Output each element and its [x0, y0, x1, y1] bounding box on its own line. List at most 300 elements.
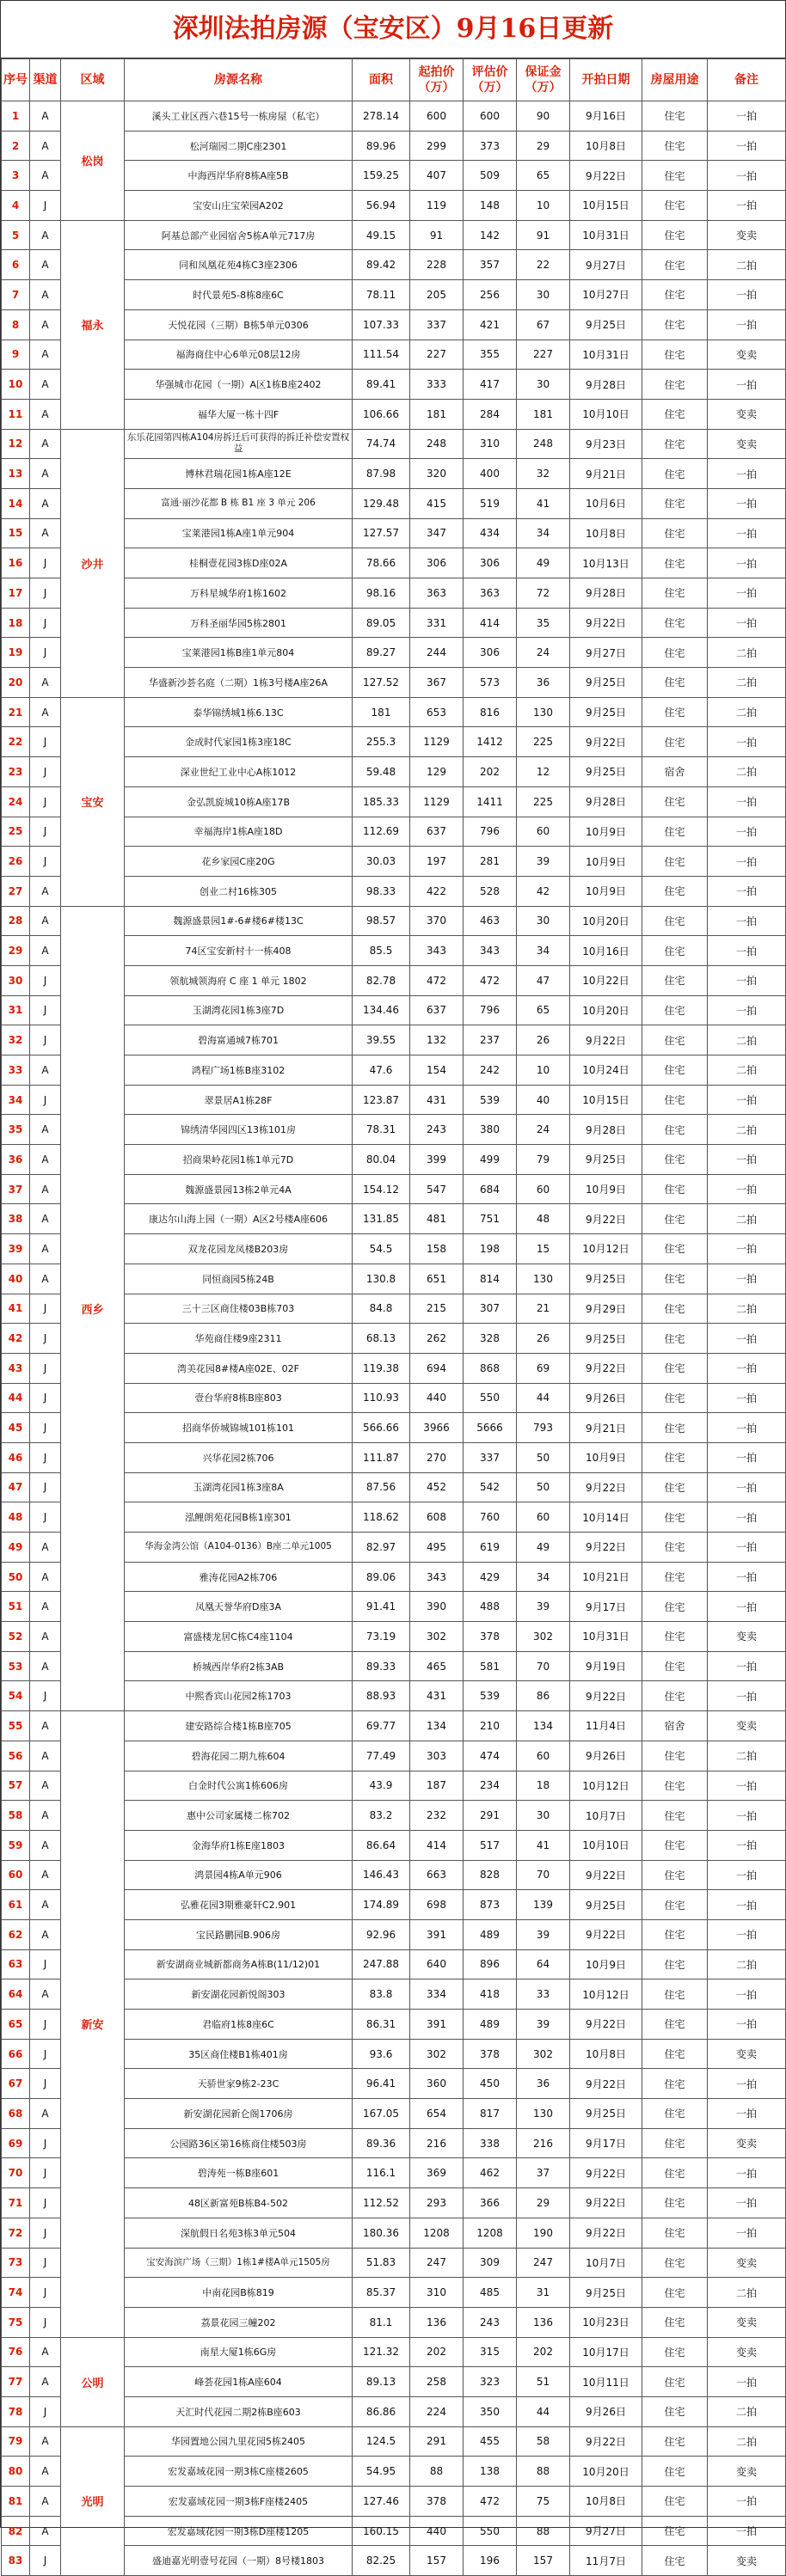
auction-date: 10月15日 — [570, 1085, 642, 1115]
auction-date: 10月31日 — [570, 220, 642, 250]
channel: A — [30, 2099, 61, 2129]
property-name: 惠中公司家属楼二栋702 — [125, 1801, 353, 1831]
row-number: 36 — [2, 1145, 30, 1175]
appraised-price: 796 — [464, 817, 517, 847]
row-number: 80 — [2, 2457, 30, 2487]
header-cell: 起拍价（万） — [410, 59, 464, 101]
appraised-price: 243 — [464, 2307, 517, 2337]
property-use: 住宅 — [642, 1860, 708, 1890]
deposit: 22 — [517, 250, 570, 280]
appraised-price: 816 — [464, 697, 517, 727]
channel: A — [30, 101, 61, 132]
property-use: 住宅 — [642, 1741, 708, 1771]
table-row[interactable] — [2, 1711, 786, 1741]
auction-date: 9月25日 — [570, 309, 642, 340]
row-number: 34 — [2, 1085, 30, 1115]
deposit: 36 — [517, 2069, 570, 2099]
appraised-price: 814 — [464, 1264, 517, 1294]
starting-price: 698 — [410, 1890, 464, 1920]
property-name: 兴华花园2栋706 — [125, 1442, 353, 1472]
row-number: 27 — [2, 876, 30, 906]
remark: 变卖 — [708, 2337, 786, 2367]
remark: 一拍 — [708, 727, 786, 757]
remark: 二拍 — [708, 2278, 786, 2308]
property-use: 住宅 — [642, 1294, 708, 1324]
channel: A — [30, 1234, 61, 1264]
property-name: 福华大厦一栋十四F — [125, 399, 353, 429]
row-number: 83 — [2, 2546, 30, 2576]
auction-date: 9月22日 — [570, 2158, 642, 2188]
property-name: 湾美花园8#楼A座02E、02F — [125, 1353, 353, 1383]
area: 73.19 — [353, 1622, 410, 1652]
appraised-price: 366 — [464, 2188, 517, 2218]
deposit: 227 — [517, 340, 570, 370]
channel: A — [30, 1890, 61, 1920]
deposit: 75 — [517, 2487, 570, 2517]
remark: 变卖 — [708, 2457, 786, 2487]
starting-price: 202 — [410, 2337, 464, 2367]
remark: 一拍 — [708, 1651, 786, 1681]
channel: A — [30, 1115, 61, 1145]
listing-table — [1, 58, 786, 2576]
starting-price: 88 — [410, 2457, 464, 2487]
starting-price: 637 — [410, 817, 464, 847]
deposit: 70 — [517, 1651, 570, 1681]
property-use: 住宅 — [642, 1562, 708, 1592]
area: 83.2 — [353, 1801, 410, 1831]
channel: A — [30, 2426, 61, 2457]
auction-date: 9月25日 — [570, 668, 642, 698]
channel: A — [30, 1174, 61, 1204]
area: 74.74 — [353, 429, 410, 459]
remark: 一拍 — [708, 1085, 786, 1115]
property-name: 南星大厦1栋6G房 — [125, 2337, 353, 2367]
auction-date: 10月8日 — [570, 2039, 642, 2069]
property-use: 住宅 — [642, 965, 708, 995]
area: 91.41 — [353, 1592, 410, 1622]
area: 82.25 — [353, 2546, 410, 2576]
remark: 一拍 — [708, 101, 786, 132]
area: 92.96 — [353, 1919, 410, 1949]
area: 124.5 — [353, 2426, 410, 2457]
remark: 二拍 — [708, 1294, 786, 1324]
property-name: 金弘凯旋城10栋A座17B — [125, 786, 353, 817]
remark: 一拍 — [708, 876, 786, 906]
appraised-price: 873 — [464, 1890, 517, 1920]
deposit: 302 — [517, 1622, 570, 1652]
starting-price: 291 — [410, 2426, 464, 2457]
appraised-price: 378 — [464, 1622, 517, 1652]
remark: 一拍 — [708, 309, 786, 340]
auction-date: 9月26日 — [570, 1383, 642, 1413]
property-use: 住宅 — [642, 2307, 708, 2337]
appraised-price: 1411 — [464, 786, 517, 817]
deposit: 60 — [517, 1502, 570, 1533]
table-row[interactable] — [2, 697, 786, 727]
property-use: 住宅 — [642, 1592, 708, 1622]
remark: 变卖 — [708, 340, 786, 370]
property-use: 住宅 — [642, 1681, 708, 1711]
area: 30.03 — [353, 847, 410, 877]
remark: 一拍 — [708, 488, 786, 518]
property-use: 住宅 — [642, 1145, 708, 1175]
area: 68.13 — [353, 1324, 410, 1354]
starting-price: 331 — [410, 608, 464, 638]
area: 86.86 — [353, 2396, 410, 2426]
area: 127.46 — [353, 2487, 410, 2517]
row-number: 82 — [2, 2516, 30, 2546]
channel: J — [30, 1681, 61, 1711]
property-name: 鸿程广场1栋B座3102 — [125, 1055, 353, 1086]
area: 127.52 — [353, 668, 410, 698]
property-name: 新安湖花园新悦阁303 — [125, 1979, 353, 2010]
remark: 一拍 — [708, 1533, 786, 1563]
remark: 一拍 — [708, 2010, 786, 2040]
deposit: 44 — [517, 1383, 570, 1413]
channel: A — [30, 2367, 61, 2397]
appraised-price: 539 — [464, 1085, 517, 1115]
property-name: 同恒商园5栋24B — [125, 1264, 353, 1294]
property-use: 住宅 — [642, 906, 708, 936]
remark: 一拍 — [708, 1502, 786, 1533]
channel: J — [30, 1383, 61, 1413]
area: 87.98 — [353, 459, 410, 489]
auction-date: 9月26日 — [570, 2396, 642, 2426]
property-name: 建安路综合楼1栋B座705 — [125, 1711, 353, 1741]
remark: 一拍 — [708, 817, 786, 847]
auction-date: 9月28日 — [570, 786, 642, 817]
auction-date: 9月29日 — [570, 1294, 642, 1324]
remark: 一拍 — [708, 2158, 786, 2188]
property-use: 住宅 — [642, 1771, 708, 1801]
channel: A — [30, 370, 61, 400]
property-use: 住宅 — [642, 1353, 708, 1383]
row-number: 58 — [2, 1801, 30, 1831]
property-name: 领航城领海府 C 座 1 单元 1802 — [125, 965, 353, 995]
row-number: 49 — [2, 1533, 30, 1563]
area: 89.06 — [353, 1562, 410, 1592]
property-name: 万科圣丽华园5栋2801 — [125, 608, 353, 638]
row-number: 41 — [2, 1294, 30, 1324]
channel: J — [30, 2218, 61, 2248]
area: 78.11 — [353, 280, 410, 310]
starting-price: 232 — [410, 1801, 464, 1831]
remark: 一拍 — [708, 786, 786, 817]
property-use: 住宅 — [642, 1383, 708, 1413]
starting-price: 244 — [410, 638, 464, 668]
deposit: 190 — [517, 2218, 570, 2248]
remark: 变卖 — [708, 429, 786, 459]
area: 86.64 — [353, 1830, 410, 1860]
remark: 二拍 — [708, 1055, 786, 1086]
remark: 一拍 — [708, 1442, 786, 1472]
property-name: 双龙花园龙凤楼B203房 — [125, 1234, 353, 1264]
starting-price: 663 — [410, 1860, 464, 1890]
row-number: 16 — [2, 548, 30, 578]
remark: 变卖 — [708, 2307, 786, 2337]
property-name: 玉湖湾花园1栋3座7D — [125, 995, 353, 1025]
row-number: 48 — [2, 1502, 30, 1533]
remark: 一拍 — [708, 1174, 786, 1204]
remark: 一拍 — [708, 1592, 786, 1622]
auction-date: 10月24日 — [570, 1055, 642, 1086]
region-name: 公明 — [61, 2337, 125, 2426]
property-use: 住宅 — [642, 280, 708, 310]
property-use: 住宅 — [642, 1919, 708, 1949]
deposit: 29 — [517, 2188, 570, 2218]
table-row[interactable] — [2, 2426, 786, 2457]
header-row — [2, 59, 786, 101]
row-number: 81 — [2, 2487, 30, 2517]
table-row[interactable] — [2, 906, 786, 936]
remark: 变卖 — [708, 220, 786, 250]
starting-price: 653 — [410, 697, 464, 727]
row-number: 74 — [2, 2278, 30, 2308]
deposit: 34 — [517, 936, 570, 966]
deposit: 39 — [517, 1592, 570, 1622]
area: 146.43 — [353, 1860, 410, 1890]
property-use: 住宅 — [642, 1413, 708, 1443]
remark: 一拍 — [708, 2516, 786, 2546]
deposit: 39 — [517, 2010, 570, 2040]
appraised-price: 256 — [464, 280, 517, 310]
deposit: 79 — [517, 1145, 570, 1175]
remark: 一拍 — [708, 965, 786, 995]
property-use: 住宅 — [642, 2188, 708, 2218]
property-name: 华海金湾公馆（A104-0136）B座二单元1005 — [125, 1533, 353, 1563]
area: 93.6 — [353, 2039, 410, 2069]
area: 98.33 — [353, 876, 410, 906]
channel: J — [30, 191, 61, 221]
channel: A — [30, 697, 61, 727]
starting-price: 390 — [410, 1592, 464, 1622]
table-row[interactable] — [2, 101, 786, 132]
area: 83.8 — [353, 1979, 410, 2010]
area: 49.15 — [353, 220, 410, 250]
starting-price: 343 — [410, 936, 464, 966]
property-name: 宝安海滨广场（三期）1栋1#楼A单元1505房 — [125, 2248, 353, 2278]
table-row[interactable] — [2, 429, 786, 459]
row-number: 69 — [2, 2128, 30, 2158]
region-name: 新安 — [61, 1711, 125, 2337]
property-name: 三十三区商住楼03B栋703 — [125, 1294, 353, 1324]
remark: 一拍 — [708, 548, 786, 578]
area: 69.77 — [353, 1711, 410, 1741]
area: 185.33 — [353, 786, 410, 817]
remark: 一拍 — [708, 1771, 786, 1801]
starting-price: 243 — [410, 1115, 464, 1145]
property-name: 松河瑞园二期C座2301 — [125, 131, 353, 161]
auction-date: 9月22日 — [570, 2426, 642, 2457]
deposit: 47 — [517, 965, 570, 995]
appraised-price: 619 — [464, 1533, 517, 1563]
property-use: 住宅 — [642, 817, 708, 847]
row-number: 6 — [2, 250, 30, 280]
remark: 一拍 — [708, 995, 786, 1025]
property-name: 桂桐壹花园3栋D座02A — [125, 548, 353, 578]
channel: J — [30, 817, 61, 847]
remark: 一拍 — [708, 2069, 786, 2099]
area: 134.46 — [353, 995, 410, 1025]
appraised-price: 378 — [464, 2039, 517, 2069]
region-name: 福永 — [61, 220, 125, 429]
area: 129.48 — [353, 488, 410, 518]
property-name: 中南花园B栋819 — [125, 2278, 353, 2308]
property-name: 桥城西岸华府2栋3AB — [125, 1651, 353, 1681]
property-use: 住宅 — [642, 220, 708, 250]
property-use: 住宅 — [642, 578, 708, 609]
starting-price: 481 — [410, 1204, 464, 1234]
channel: A — [30, 1533, 61, 1563]
auction-date: 10月12日 — [570, 1234, 642, 1264]
deposit: 10 — [517, 1055, 570, 1086]
deposit: 130 — [517, 697, 570, 727]
property-name: 天骄世家9栋2-23C — [125, 2069, 353, 2099]
auction-date: 9月27日 — [570, 638, 642, 668]
area: 89.41 — [353, 370, 410, 400]
auction-date: 10月20日 — [570, 2457, 642, 2487]
channel: A — [30, 906, 61, 936]
property-name: 48区新富苑B栋B4-502 — [125, 2188, 353, 2218]
deposit: 29 — [517, 131, 570, 161]
remark: 二拍 — [708, 1741, 786, 1771]
header-cell: 面积 — [353, 59, 410, 101]
property-use: 住宅 — [642, 2069, 708, 2099]
property-name: 华强城市花园（一期）A区1栋B座2402 — [125, 370, 353, 400]
property-use: 住宅 — [642, 2426, 708, 2457]
region-name: 沙井 — [61, 429, 125, 697]
channel: J — [30, 1324, 61, 1354]
appraised-price: 202 — [464, 757, 517, 787]
area: 96.41 — [353, 2069, 410, 2099]
row-number: 61 — [2, 1890, 30, 1920]
auction-date: 10月10日 — [570, 1830, 642, 1860]
region-name: 西乡 — [61, 906, 125, 1711]
channel: A — [30, 1592, 61, 1622]
property-use: 住宅 — [642, 2457, 708, 2487]
auction-date: 9月22日 — [570, 727, 642, 757]
deposit: 64 — [517, 1949, 570, 1979]
channel: J — [30, 2278, 61, 2308]
channel: A — [30, 1919, 61, 1949]
appraised-price: 581 — [464, 1651, 517, 1681]
table-row[interactable] — [2, 2337, 786, 2367]
remark: 一拍 — [708, 1830, 786, 1860]
auction-date: 9月22日 — [570, 2188, 642, 2218]
auction-date: 10月10日 — [570, 399, 642, 429]
auction-date: 9月22日 — [570, 2010, 642, 2040]
starting-price: 343 — [410, 1562, 464, 1592]
appraised-price: 418 — [464, 1979, 517, 2010]
row-number: 13 — [2, 459, 30, 489]
auction-date: 10月16日 — [570, 936, 642, 966]
property-use: 住宅 — [642, 1204, 708, 1234]
auction-date: 9月25日 — [570, 1145, 642, 1175]
property-use: 住宅 — [642, 1472, 708, 1502]
property-use: 住宅 — [642, 399, 708, 429]
property-use: 住宅 — [642, 161, 708, 191]
property-use: 住宅 — [642, 1979, 708, 2010]
auction-date: 10月8日 — [570, 518, 642, 548]
property-name: 君临府1栋8座6C — [125, 2010, 353, 2040]
row-number: 45 — [2, 1413, 30, 1443]
channel: J — [30, 1502, 61, 1533]
starting-price: 367 — [410, 668, 464, 698]
property-use: 住宅 — [642, 1025, 708, 1055]
property-use: 住宅 — [642, 309, 708, 340]
remark: 二拍 — [708, 250, 786, 280]
starting-price: 391 — [410, 1919, 464, 1949]
property-use: 住宅 — [642, 101, 708, 132]
header-cell: 房源名称 — [125, 59, 353, 101]
deposit: 139 — [517, 1890, 570, 1920]
area: 84.8 — [353, 1294, 410, 1324]
remark: 一拍 — [708, 191, 786, 221]
starting-price: 440 — [410, 2516, 464, 2546]
starting-price: 640 — [410, 1949, 464, 1979]
appraised-price: 528 — [464, 876, 517, 906]
table-row[interactable] — [2, 220, 786, 250]
starting-price: 414 — [410, 1830, 464, 1860]
remark: 一拍 — [708, 518, 786, 548]
remark: 一拍 — [708, 131, 786, 161]
property-use: 住宅 — [642, 2128, 708, 2158]
deposit: 33 — [517, 1979, 570, 2010]
row-number: 47 — [2, 1472, 30, 1502]
channel: J — [30, 2128, 61, 2158]
deposit: 24 — [517, 1115, 570, 1145]
starting-price: 370 — [410, 906, 464, 936]
channel: J — [30, 2069, 61, 2099]
channel: A — [30, 488, 61, 518]
property-use: 住宅 — [642, 2248, 708, 2278]
remark: 二拍 — [708, 697, 786, 727]
property-name: 碧海富通城7栋701 — [125, 1025, 353, 1055]
area: 181 — [353, 697, 410, 727]
starting-price: 333 — [410, 370, 464, 400]
property-name: 深业世纪工业中心A栋1012 — [125, 757, 353, 787]
auction-date: 9月28日 — [570, 370, 642, 400]
property-name: 白金时代公寓1栋606房 — [125, 1771, 353, 1801]
row-number: 54 — [2, 1681, 30, 1711]
area: 59.48 — [353, 757, 410, 787]
starting-price: 407 — [410, 161, 464, 191]
appraised-price: 210 — [464, 1711, 517, 1741]
remark: 一拍 — [708, 2099, 786, 2129]
auction-date: 9月22日 — [570, 1025, 642, 1055]
channel: A — [30, 518, 61, 548]
row-number: 39 — [2, 1234, 30, 1264]
property-name: 阿基总部产业园宿舍5栋A单元717房 — [125, 220, 353, 250]
property-name: 福海商住中心6单元08层12房 — [125, 340, 353, 370]
property-use: 住宅 — [642, 727, 708, 757]
header-cell: 备注 — [708, 59, 786, 101]
row-number: 44 — [2, 1383, 30, 1413]
deposit: 30 — [517, 370, 570, 400]
property-use: 住宅 — [642, 2158, 708, 2188]
channel: J — [30, 608, 61, 638]
remark: 一拍 — [708, 1919, 786, 1949]
area: 85.37 — [353, 2278, 410, 2308]
auction-date: 10月9日 — [570, 847, 642, 877]
starting-price: 600 — [410, 101, 464, 132]
row-number: 60 — [2, 1860, 30, 1890]
auction-date: 10月12日 — [570, 1771, 642, 1801]
appraised-price: 309 — [464, 2248, 517, 2278]
starting-price: 369 — [410, 2158, 464, 2188]
property-name: 宏发嘉域花园一期3栋F座楼2405 — [125, 2487, 353, 2517]
row-number: 79 — [2, 2426, 30, 2457]
